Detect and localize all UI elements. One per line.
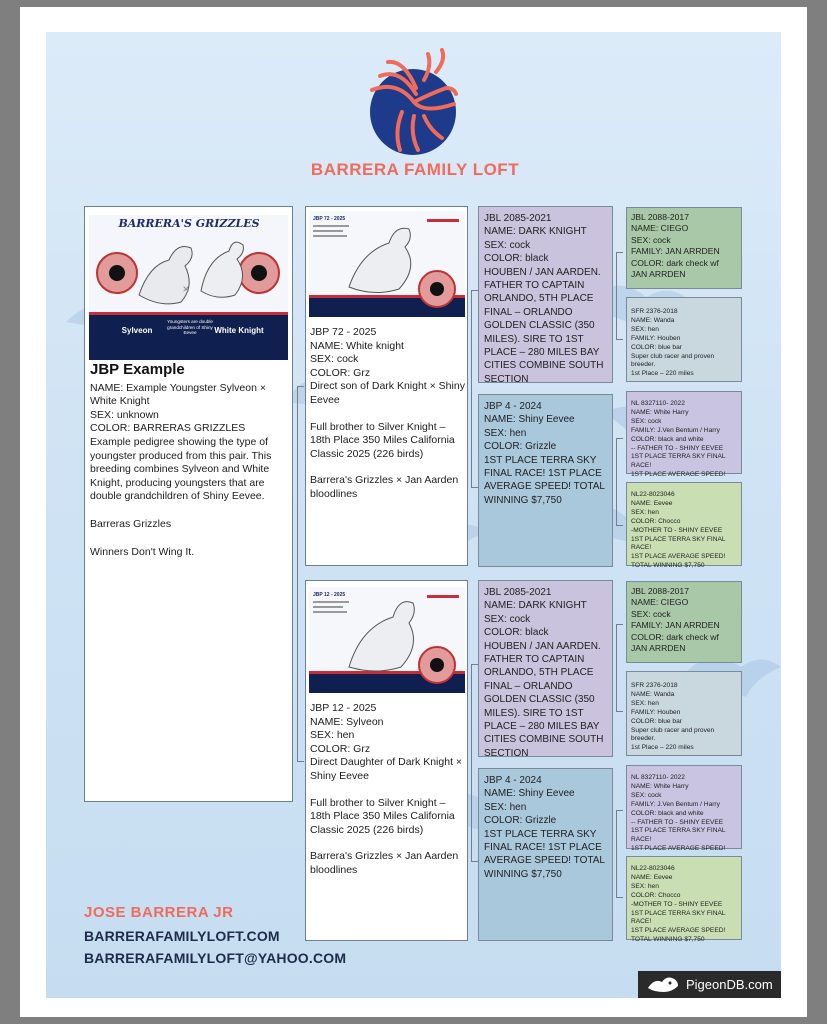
- ancestor-card-6: SFR 2376-2018 NAME: Wanda SEX: hen FAMILY: Houben COLOR: blue bar Super club racer and proven breeder. 1st Place – 220 miles: [626, 671, 742, 756]
- loft-title: BARRERA FAMILY LOFT: [310, 160, 520, 179]
- connector-gen3-2: [616, 438, 623, 526]
- dam-achievement: Full brother to Silver Knight – 18th Place 350 Miles California Classic 2025 (226 birds): [310, 796, 455, 836]
- poster-left-name: Sylveon: [121, 326, 153, 335]
- pigeondb-badge[interactable]: [638, 971, 781, 998]
- ancestor-card-4: NL22-8023046 NAME: Eevee SEX: hen COLOR: Chocco -MOTHER TO - SHINY EEVEE 1ST PLACE TERRA SKY FINAL RACE! 1ST PLACE AVERAGE SPEED! TOTAL WINNING $7,750: [626, 482, 742, 566]
- pigeon-logo-icon: [646, 976, 680, 994]
- dam-ring: JBP 12 - 2025: [310, 702, 377, 714]
- breeder-name: JOSE BARRERA JR: [84, 904, 234, 921]
- pigeondb-text: PigeonDB.com: [686, 977, 773, 992]
- sire-description: Direct son of Dark Knight × Shiny Eevee: [310, 380, 465, 406]
- subject-note-2: Winners Don't Wing It.: [90, 545, 195, 558]
- sire-ring: JBP 72 - 2025: [310, 326, 377, 338]
- subject-card: [84, 206, 293, 802]
- dam-bloodlines: Barrera's Grizzles × Jan Aarden bloodlines: [310, 850, 459, 876]
- dam-dam-card: JBP 4 - 2024 NAME: Shiny Eevee SEX: hen COLOR: Grizzle 1ST PLACE TERRA SKY FINAL RACE! 1ST PLACE AVERAGE SPEED! TOTAL WINNING $7,750: [478, 768, 613, 941]
- ancestor-card-3: NL 8327110- 2022 NAME: White Harry SEX: cock FAMILY: J.Ven Bentum / Harry COLOR: black and white -- FATHER TO - SHINY EEVEE 1ST PLACE TERRA SKY FINAL RACE! 1ST PLACE AVERAGE SPEED!: [626, 391, 742, 474]
- dam-name: NAME: Sylveon: [310, 715, 384, 728]
- connector-sire: [471, 290, 478, 488]
- poster-title: BARRERA'S GRIZZLES: [118, 217, 260, 230]
- subject-name: NAME: Example Youngster Sylveon × White Knight: [90, 381, 266, 408]
- ancestor-card-7: NL 8327110- 2022 NAME: White Harry SEX: cock FAMILY: J.Ven Bentum / Harry COLOR: black and white -- FATHER TO - SHINY EEVEE 1ST PLACE TERRA SKY FINAL RACE! 1ST PLACE AVERAGE SPEED!: [626, 765, 742, 849]
- loft-logo-icon: [362, 46, 464, 158]
- sire-details: [310, 326, 465, 502]
- sire-color: COLOR: Grz: [310, 366, 371, 379]
- connector-gen3-4: [616, 810, 623, 898]
- subject-description: Example pedigree showing the type of youngster produced from this pair. This breeding combines Sylveon and White Knight, producing youngsters that are double grandchildren of Shiny Eevee.: [90, 435, 272, 503]
- sire-photo-label: JBP 72 - 2025: [313, 216, 346, 222]
- dam-color: COLOR: Grz: [310, 742, 371, 755]
- subject-note-1: Barreras Grizzles: [90, 517, 172, 530]
- sire-dam-card: JBP 4 - 2024 NAME: Shiny Eevee SEX: hen COLOR: Grizzle 1ST PLACE TERRA SKY FINAL RACE! 1ST PLACE AVERAGE SPEED! TOTAL WINNING $7,750: [478, 394, 613, 567]
- poster-caption: Youngsters are double grandchildren of Shiny Eevee: [167, 319, 213, 336]
- dam-details: [310, 702, 465, 878]
- dam-photo-label: JBP 12 - 2025: [313, 592, 346, 598]
- sire-bloodlines: Barrera's Grizzles × Jan Aarden bloodlines: [310, 474, 459, 500]
- subject-color: COLOR: BARRERAS GRIZZLES: [90, 422, 246, 435]
- subject-sex: SEX: unknown: [90, 408, 159, 421]
- dam-description: Direct Daughter of Dark Knight × Shiny Eevee: [310, 756, 463, 782]
- dam-card: [305, 580, 468, 941]
- svg-text:×: ×: [182, 282, 190, 296]
- sire-sire-card: JBL 2085-2021 NAME: DARK KNIGHT SEX: cock COLOR: black HOUBEN / JAN AARDEN. FATHER TO CAPTAIN ORLANDO, 5TH PLACE FINAL – ORLANDO GOLDEN CLASSIC (350 MILES). SIRE TO 1ST PLACE – 280 MILES BAY CITIES COMBINE SOUTH SECTION: [478, 206, 613, 383]
- ancestor-card-8: NL22-8023046 NAME: Eevee SEX: hen COLOR: Chocco -MOTHER TO - SHINY EEVEE 1ST PLACE TERRA SKY FINAL RACE! 1ST PLACE AVERAGE SPEED! TOTAL WINNING $7,750: [626, 856, 742, 940]
- dam-sire-card: JBL 2085-2021 NAME: DARK KNIGHT SEX: cock COLOR: black HOUBEN / JAN AARDEN. FATHER TO CAPTAIN ORLANDO, 5TH PLACE FINAL – ORLANDO GOLDEN CLASSIC (350 MILES). SIRE TO 1ST PLACE – 280 MILES BAY CITIES COMBINE SOUTH SECTION: [478, 580, 613, 757]
- poster-right-name: White Knight: [214, 326, 264, 335]
- sire-photo: [309, 211, 465, 317]
- dam-sex: SEX: hen: [310, 729, 355, 742]
- ancestor-card-5: JBL 2088-2017 NAME: CIEGO SEX: cock FAMILY: JAN ARRDEN COLOR: dark check wf JAN ARRDEN: [626, 581, 742, 663]
- connector-gen3-3: [616, 624, 623, 712]
- connector-gen3-1: [616, 252, 623, 340]
- ancestor-card-2: SFR 2376-2018 NAME: Wanda SEX: hen FAMILY: Houben COLOR: blue bar Super club racer and proven breeder. 1st Place – 220 miles: [626, 297, 742, 382]
- sire-sex: SEX: cock: [310, 353, 359, 366]
- ancestor-card-1: JBL 2088-2017 NAME: CIEGO SEX: cock FAMILY: JAN ARRDEN COLOR: dark check wf JAN ARRDEN: [626, 207, 742, 289]
- subject-details: [90, 363, 290, 559]
- sire-achievement: Full brother to Silver Knight – 18th Place 350 Miles California Classic 2025 (226 birds): [310, 420, 455, 460]
- email-link[interactable]: BARRERAFAMILYLOFT@YAHOO.COM: [84, 950, 347, 966]
- connector-dam: [471, 664, 478, 862]
- sire-card: [305, 206, 468, 566]
- website-link[interactable]: BARRERAFAMILYLOFT.COM: [84, 928, 280, 944]
- subject-heading: JBP Example: [90, 361, 185, 378]
- dam-photo: [309, 587, 465, 693]
- sire-name: NAME: White knight: [310, 339, 404, 352]
- subject-poster: [89, 215, 288, 360]
- connector-subject: [297, 386, 304, 762]
